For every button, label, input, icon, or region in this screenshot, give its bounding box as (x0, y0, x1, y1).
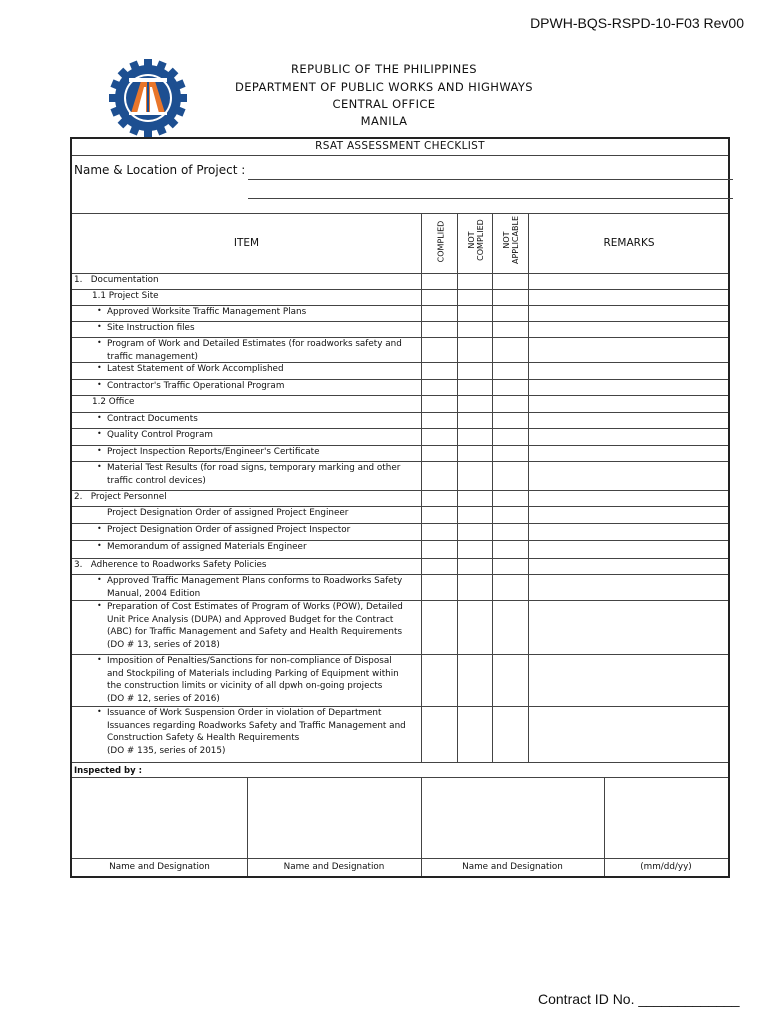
column-remarks: REMARKS (603, 237, 655, 249)
form-title: RSAT ASSESSMENT CHECKLIST (315, 140, 485, 152)
bullet-icon: • (97, 306, 102, 315)
complied-cell[interactable] (421, 379, 457, 395)
not-applicable-cell[interactable] (492, 706, 528, 762)
header-department: DEPARTMENT OF PUBLIC WORKS AND HIGHWAYS (234, 80, 533, 94)
bullet-icon: • (97, 462, 102, 471)
remarks-cell[interactable] (528, 506, 728, 523)
row-label: Approved Traffic Management Plans conforms to Roadworks Safety Manual, 2004 Edition (107, 576, 403, 599)
not-applicable-cell[interactable] (492, 558, 528, 574)
row-label: Memorandum of assigned Materials Engineer (107, 542, 307, 552)
complied-cell[interactable] (421, 321, 457, 337)
complied-cell[interactable] (421, 289, 457, 305)
bullet-icon: • (97, 380, 102, 389)
not-applicable-cell[interactable] (492, 321, 528, 337)
column-item: ITEM (233, 237, 260, 249)
bullet-icon: • (97, 524, 102, 533)
complied-cell[interactable] (421, 395, 457, 412)
complied-cell[interactable] (421, 654, 457, 706)
bullet-icon: • (97, 413, 102, 422)
header-central-office: CENTRAL OFFICE (332, 97, 436, 111)
row-label: Quality Control Program (107, 430, 213, 440)
header-manila: MANILA (360, 114, 408, 128)
bullet-icon: • (97, 601, 102, 610)
complied-cell[interactable] (421, 506, 457, 523)
not-applicable-cell[interactable] (492, 289, 528, 305)
bullet-icon: • (97, 707, 102, 716)
complied-cell[interactable] (421, 362, 457, 379)
row-label: Project Designation Order of assigned Project Inspector (107, 525, 351, 535)
remarks-cell[interactable] (528, 540, 728, 558)
remarks-cell[interactable] (528, 574, 728, 600)
remarks-cell[interactable] (528, 654, 728, 706)
item-statement-of-work (72, 362, 728, 379)
bullet-icon: • (97, 322, 102, 331)
not-complied-cell[interactable] (457, 540, 492, 558)
not-complied-cell[interactable] (457, 379, 492, 395)
item-designation-inspector (72, 523, 728, 540)
bullet-icon: • (97, 429, 102, 438)
not-complied-cell[interactable] (457, 600, 492, 654)
divider (72, 155, 728, 156)
row-label: 1.1 Project Site (92, 291, 159, 301)
section-project-personnel (72, 490, 728, 506)
row-label: Issuance of Work Suspension Order in violation of Department Issuances regarding Roadworks Safety and Traffic Management and Construction Safety & Health Requirements (DO # 135, series of 2015) (107, 708, 406, 756)
not-applicable-cell[interactable] (492, 461, 528, 490)
not-complied-cell[interactable] (457, 273, 492, 289)
not-applicable-cell[interactable] (492, 654, 528, 706)
not-applicable-cell[interactable] (492, 428, 528, 445)
remarks-cell[interactable] (528, 362, 728, 379)
not-complied-cell[interactable] (457, 506, 492, 523)
remarks-cell[interactable] (528, 523, 728, 540)
not-complied-cell[interactable] (457, 461, 492, 490)
row-label: Contract Documents (107, 414, 198, 424)
complied-cell[interactable] (421, 600, 457, 654)
column-divider (421, 213, 422, 762)
row-label: Contractor's Traffic Operational Program (107, 381, 285, 391)
complied-cell[interactable] (421, 428, 457, 445)
signature-label-2: Name and Designation (283, 862, 385, 872)
section-adherence-policies (72, 558, 728, 574)
not-complied-cell[interactable] (457, 654, 492, 706)
not-complied-cell[interactable] (457, 362, 492, 379)
remarks-cell[interactable] (528, 395, 728, 412)
bullet-icon: • (97, 363, 102, 372)
subsection-project-site (72, 289, 728, 305)
row-divider (72, 762, 728, 763)
remarks-cell[interactable] (528, 337, 728, 362)
item-work-suspension (72, 706, 728, 762)
complied-cell[interactable] (421, 273, 457, 289)
remarks-cell[interactable] (528, 558, 728, 574)
item-quality-control (72, 428, 728, 445)
row-label: 1. Documentation (74, 275, 159, 285)
divider (72, 213, 728, 214)
row-label: Site Instruction files (107, 323, 195, 333)
inspected-by-label: Inspected by : (74, 766, 143, 776)
item-worksite-plans (72, 305, 728, 321)
header-republic: REPUBLIC OF THE PHILIPPINES (291, 62, 477, 76)
item-penalties-sanctions (72, 654, 728, 706)
bullet-icon: • (97, 446, 102, 455)
not-applicable-cell[interactable] (492, 337, 528, 362)
date-label: (mm/dd/yy) (640, 862, 692, 872)
not-complied-cell[interactable] (457, 558, 492, 574)
signature-label-3: Name and Designation (462, 862, 563, 872)
item-inspection-reports (72, 445, 728, 461)
signature-box-3[interactable] (422, 778, 604, 858)
not-complied-cell[interactable] (457, 574, 492, 600)
divider (72, 858, 728, 859)
not-complied-cell[interactable] (457, 289, 492, 305)
not-applicable-cell[interactable] (492, 600, 528, 654)
row-label: Approved Worksite Traffic Management Plans (107, 307, 307, 317)
bullet-icon: • (97, 655, 102, 664)
project-location-field[interactable] (248, 198, 733, 199)
not-applicable-cell[interactable] (492, 273, 528, 289)
not-applicable-cell[interactable] (492, 395, 528, 412)
column-not-complied: NOT COMPLIED (467, 219, 485, 261)
complied-cell[interactable] (421, 337, 457, 362)
complied-cell[interactable] (421, 558, 457, 574)
not-applicable-cell[interactable] (492, 574, 528, 600)
not-complied-cell[interactable] (457, 490, 492, 506)
project-name-field[interactable] (248, 179, 733, 180)
item-program-of-work (72, 337, 728, 362)
not-complied-cell[interactable] (457, 428, 492, 445)
remarks-cell[interactable] (528, 490, 728, 506)
complied-cell[interactable] (421, 490, 457, 506)
item-material-test-results (72, 461, 728, 490)
row-label: 3. Adherence to Roadworks Safety Policies (74, 560, 267, 570)
row-label: Project Designation Order of assigned Project Engineer (107, 508, 349, 518)
remarks-cell[interactable] (528, 445, 728, 461)
row-label: Material Test Results (for road signs, temporary marking and other traffic control devices) (107, 463, 401, 486)
signature-box-2[interactable] (248, 778, 421, 858)
not-complied-cell[interactable] (457, 321, 492, 337)
not-complied-cell[interactable] (457, 523, 492, 540)
complied-cell[interactable] (421, 523, 457, 540)
remarks-cell[interactable] (528, 289, 728, 305)
not-complied-cell[interactable] (457, 445, 492, 461)
column-divider (492, 213, 493, 762)
signature-label-1: Name and Designation (109, 862, 210, 872)
item-designation-engineer (72, 506, 728, 523)
date-box[interactable] (605, 778, 728, 858)
project-label: Name & Location of Project : (74, 163, 246, 177)
remarks-cell[interactable] (528, 428, 728, 445)
not-applicable-cell[interactable] (492, 362, 528, 379)
gear-tooth (144, 127, 152, 137)
not-applicable-cell[interactable] (492, 445, 528, 461)
bullet-icon: • (97, 338, 102, 347)
item-cost-estimates (72, 600, 728, 654)
complied-cell[interactable] (421, 412, 457, 428)
complied-cell[interactable] (421, 461, 457, 490)
not-applicable-cell[interactable] (492, 540, 528, 558)
not-complied-cell[interactable] (457, 412, 492, 428)
form-code: DPWH-BQS-RSPD-10-F03 Rev00 (530, 15, 744, 31)
item-traffic-operational-program (72, 379, 728, 395)
row-label: 2. Project Personnel (74, 492, 167, 502)
complied-cell[interactable] (421, 305, 457, 321)
row-label: Program of Work and Detailed Estimates (for roadworks safety and traffic management) (107, 339, 402, 362)
subsection-office (72, 395, 728, 412)
column-divider (457, 213, 458, 762)
item-site-instruction (72, 321, 728, 337)
signature-box-1[interactable] (72, 778, 247, 858)
not-applicable-cell[interactable] (492, 506, 528, 523)
remarks-cell[interactable] (528, 273, 728, 289)
remarks-cell[interactable] (528, 379, 728, 395)
section-documentation (72, 273, 728, 289)
not-complied-cell[interactable] (457, 337, 492, 362)
item-approved-tmp (72, 574, 728, 600)
remarks-cell[interactable] (528, 321, 728, 337)
row-label: Imposition of Penalties/Sanctions for non-compliance of Disposal and Stockpiling of Materials including Parking of Equipment within the construction limits or vicinity of all dpwh on-going projects (DO # 12, series of 2016) (107, 656, 399, 704)
column-complied: COMPLIED (436, 220, 446, 263)
remarks-cell[interactable] (528, 305, 728, 321)
row-label: Preparation of Cost Estimates of Program of Works (POW), Detailed Unit Price Analysis (DUPA) and Approved Budget for the Contract (ABC) for Traffic Management and Safety and Health Requirements (DO # 13, series of 2018) (107, 602, 403, 650)
not-complied-cell[interactable] (457, 395, 492, 412)
not-applicable-cell[interactable] (492, 523, 528, 540)
remarks-cell[interactable] (528, 412, 728, 428)
item-contract-documents (72, 412, 728, 428)
item-memorandum-materials (72, 540, 728, 558)
not-complied-cell[interactable] (457, 706, 492, 762)
checklist-form (70, 137, 730, 878)
row-label: Project Inspection Reports/Engineer's Certificate (107, 447, 320, 457)
bullet-icon: • (97, 541, 102, 550)
remarks-cell[interactable] (528, 706, 728, 762)
column-not-applicable: NOT APPLICABLE (502, 216, 520, 264)
remarks-cell[interactable] (528, 600, 728, 654)
complied-cell[interactable] (421, 540, 457, 558)
bullet-icon: • (97, 575, 102, 584)
row-label: Latest Statement of Work Accomplished (107, 364, 284, 374)
row-label: 1.2 Office (92, 397, 135, 407)
complied-cell[interactable] (421, 574, 457, 600)
not-applicable-cell[interactable] (492, 379, 528, 395)
not-complied-cell[interactable] (457, 305, 492, 321)
complied-cell[interactable] (421, 445, 457, 461)
not-applicable-cell[interactable] (492, 490, 528, 506)
contract-id-label: Contract ID No. _____________ (538, 991, 740, 1007)
complied-cell[interactable] (421, 706, 457, 762)
not-applicable-cell[interactable] (492, 305, 528, 321)
remarks-cell[interactable] (528, 461, 728, 490)
column-divider (528, 213, 529, 762)
not-applicable-cell[interactable] (492, 412, 528, 428)
